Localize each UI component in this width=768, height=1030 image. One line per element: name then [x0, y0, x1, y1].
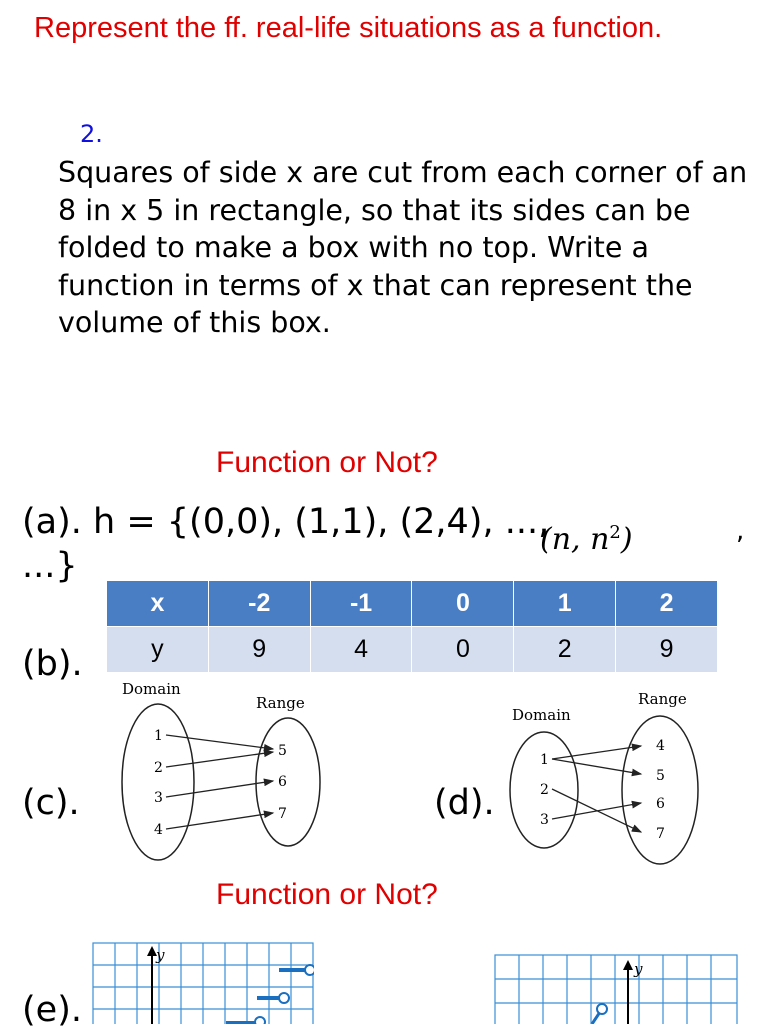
x-header-cell: x: [107, 581, 209, 627]
x-cell: -1: [310, 581, 412, 627]
range-title: Range: [638, 690, 687, 708]
section-title-function-or-not-2: Function or Not?: [216, 878, 438, 911]
graph-f: [494, 954, 738, 1024]
y-cell: 0: [412, 627, 514, 673]
domain-value: 4: [154, 822, 163, 838]
open-endpoint: [597, 1004, 607, 1014]
domain-value: 2: [154, 760, 163, 776]
domain-title: Domain: [122, 680, 181, 698]
item-e-label: (e).: [22, 990, 82, 1030]
page-title: Represent the ff. real-life situations as a function.: [34, 12, 663, 44]
domain-value: 3: [154, 790, 163, 806]
section-title-function-or-not: Function or Not?: [216, 446, 438, 479]
item-a-relation: (a). h = {(0,0), (1,1), (2,4), ...,: [22, 502, 550, 542]
domain-title: Domain: [512, 706, 571, 724]
range-value: 4: [656, 738, 665, 754]
x-cell: 1: [514, 581, 616, 627]
x-cell: -2: [208, 581, 310, 627]
range-value: 7: [278, 806, 287, 822]
domain-value: 1: [154, 728, 163, 744]
range-value: 6: [656, 796, 665, 812]
map-arrow: [166, 813, 273, 829]
open-endpoint: [305, 965, 314, 975]
map-arrow: [166, 735, 273, 749]
table-row-y: [107, 627, 718, 673]
item-a-trailing-comma: ,: [736, 516, 745, 546]
domain-value: 2: [540, 782, 549, 798]
graph-e: [92, 942, 314, 1024]
range-value: 5: [656, 768, 665, 784]
y-cell: 4: [310, 627, 412, 673]
y-cell: 9: [208, 627, 310, 673]
domain-value: 1: [540, 752, 549, 768]
range-value: 6: [278, 774, 287, 790]
y-cell: 2: [514, 627, 616, 673]
y-cell: 9: [616, 627, 718, 673]
x-cell: 2: [616, 581, 718, 627]
question-number: 2.: [80, 120, 103, 148]
pair-close: ): [620, 522, 633, 557]
item-a-general-pair: [540, 522, 633, 557]
domain-value: 3: [540, 812, 549, 828]
range-value: 5: [278, 743, 287, 759]
map-arrow: [552, 803, 641, 819]
x-cell: 0: [412, 581, 514, 627]
mapping-diagram-c: [100, 672, 340, 872]
y-axis-label-e: y: [156, 946, 165, 964]
pair-open: (n, n: [540, 522, 610, 557]
question-text: Squares of side x are cut from each corner of an 8 in x 5 in rectangle, so that its sides can be folded to make a box with no top. Write a function in terms of x that can represent the volume of this box.: [58, 156, 748, 339]
open-endpoint: [279, 993, 289, 1003]
item-b-label: (b).: [22, 644, 83, 684]
map-arrow: [552, 759, 641, 774]
grid-e: [93, 943, 313, 1024]
pair-exponent: 2: [609, 522, 621, 543]
y-axis-label-f: y: [634, 960, 643, 978]
open-endpoint: [255, 1017, 265, 1024]
item-d-label: (d).: [434, 783, 495, 823]
item-c-label: (c).: [22, 783, 80, 823]
y-axis-arrow-icon: [623, 960, 633, 970]
xy-table: [106, 580, 718, 673]
grid-f: [495, 955, 737, 1024]
range-title: Range: [256, 694, 305, 712]
y-header-cell: y: [107, 627, 209, 673]
range-value: 7: [656, 826, 665, 842]
mapping-diagram-d: [500, 680, 710, 870]
table-row-x: [107, 581, 718, 627]
item-a-continuation: ...}: [22, 546, 78, 586]
